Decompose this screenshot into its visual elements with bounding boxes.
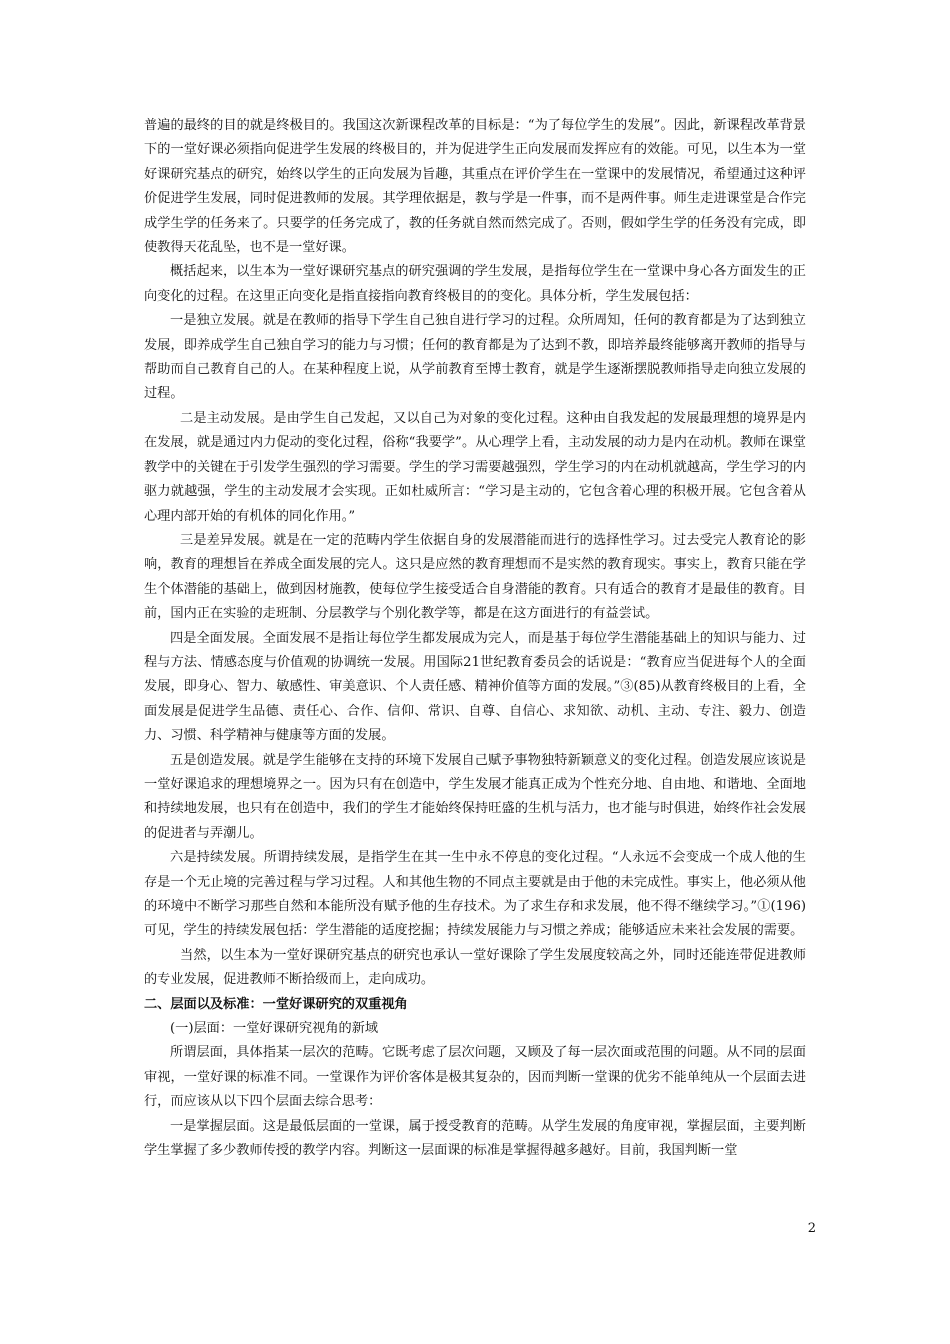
paragraph-sustainable-development: 六是持续发展。所谓持续发展，是指学生在其一生中永不停息的变化过程。“人永远不会变成一个成人他的生存是一个无止境的完善过程与学习过程。人和其他生物的不同点主要就是由于他的未完成性。事实上，他必须从他的环境中不断学习那些自然和本能所没有赋予他的生存技术。为了求生存和求发展，他不得不继续学习。”①(196)可见，学生的持续发展包括：学生潜能的适度挖掘；持续发展能力与习惯之养成；能够适应未来社会发展的需要。 [144, 850, 806, 939]
paragraph-creative-development: 五是创造发展。就是学生能够在支持的环境下发展自己赋予事物独特新颖意义的变化过程。创造发展应该说是一堂好课追求的理想境界之一。因为只有在创造中，学生发展才能真正成为个性充分地、自由地、和谐地、全面地和持续地发展，也只有在创造中，我们的学生才能始终保持旺盛的生机与活力，也才能与时俱进，始终作社会发展的促进者与弄潮儿。 [144, 752, 806, 841]
subsection-heading: (一)层面：一堂好课研究视角的新域 [170, 1021, 379, 1037]
paragraph-summary: 概括起来，以生本为一堂好课研究基点的研究强调的学生发展，是指每位学生在一堂课中身心各方面发生的正向变化的过程。在这里正向变化是指直接指向教育终极目的的变化。具体分析，学生发展包括： [144, 264, 806, 304]
document-body [144, 114, 806, 1163]
page-number: 2 [807, 1221, 816, 1236]
paragraph-comprehensive-development: 四是全面发展。全面发展不是指让每位学生都发展成为完人，而是基于每位学生潜能基础上的知识与能力、过程与方法、情感态度与价值观的协调统一发展。用国际21世纪教育委员会的话说是：“教育应当促进每个人的全面发展，即身心、智力、敏感性、审美意识、个人责任感、精神价值等方面的发展。”③(85)从教育终极目的上看，全面发展是促进学生品德、责任心、合作、信仰、常识、自尊、自信心、求知欲、动机、主动、专注、毅力、创造力、习惯、科学精神与健康等方面的发展。 [144, 630, 806, 744]
paragraph-levels: 所谓层面，具体指某一层次的范畴。它既考虑了层次问题，又顾及了每一层次面或范围的问题。从不同的层面审视，一堂好课的标准不同。一堂课作为评价客体是极其复杂的，因而判断一堂课的优劣不能单纯从一个层面去进行，而应该从以下四个层面去综合思考： [144, 1045, 806, 1110]
section-heading: 二、层面以及标准：一堂好课研究的双重视角 [144, 996, 408, 1012]
paragraph-independent-development: 一是独立发展。就是在教师的指导下学生自己独自进行学习的过程。众所周知，任何的教育都是为了达到独立发展，即养成学生自己独自学习的能力与习惯；任何的教育都是为了达到不教，即培养最终能够离开教师的指导与帮助而自己教育自己的人。在某种程度上说，从学前教育至博士教育，就是学生逐渐摆脱教师指导走向独立发展的过程。 [144, 313, 806, 402]
paragraph-ultimate-goal: 普遍的最终的目的就是终极目的。我国这次新课程改革的目标是：“为了每位学生的发展”。因此，新课程改革背景下的一堂好课必须指向促进学生发展的终极目的，并为促进学生正向发展而发挥应有的效能。可见，以生本为一堂好课研究基点的研究，始终以学生的正向发展为旨趣，其重点在评价学生在一堂课中的发展情况，希望通过这种评价促进学生发展，同时促进教师的发展。其学理依据是，教与学是一件事，而不是两件事。师生走进课堂是合作完成学生学的任务来了。只要学的任务完成了，教的任务就自然而然完成了。否则，假如学生学的任务没有完成，即使教得天花乱坠，也不是一堂好课。 [144, 118, 806, 256]
paragraph-mastery-level: 一是掌握层面。这是最低层面的一堂课，属于授受教育的范畴。从学生发展的角度审视，掌握层面，主要判断学生掌握了多少教师传授的教学内容。判断这一层面课的标准是掌握得越多越好。目前，我国判断一堂 [144, 1118, 806, 1159]
paragraph-differential-development: 三是差异发展。就是在一定的范畴内学生依据自身的发展潜能而进行的选择性学习。过去受完人教育论的影响，教育的理想旨在养成全面发展的完人。这只是应然的教育理想而不是实然的教育现实。事实上，教育只能在学生个体潜能的基础上，做到因材施教，使每位学生接受适合自身潜能的教育。只有适合的教育才是最佳的教育。目前，国内正在实验的走班制、分层教学与个别化教学等，都是在这方面进行的有益尝试。 [144, 532, 806, 622]
paragraph-active-development: 二是主动发展。是由学生自己发起，又以自己为对象的变化过程。这种由自我发起的发展最理想的境界是内在发展，就是通过内力促动的变化过程，俗称“我要学”。从心理学上看，主动发展的动力是内在动机。教师在课堂教学中的关键在于引发学生强烈的学习需要。学生的学习需要越强烈，学生学习的内在动机就越高，学生学习的内驱力就越强，学生的主动发展才会实现。正如杜威所言：“学习是主动的，它包含着心理的积极开展。它包含着从心理内部开始的有机体的同化作用。” [144, 410, 806, 524]
paragraph-teacher-development: 当然，以生本为一堂好课研究基点的研究也承认一堂好课除了学生发展度较高之外，同时还能连带促进教师的专业发展，促进教师不断拾级而上，走向成功。 [144, 947, 806, 988]
